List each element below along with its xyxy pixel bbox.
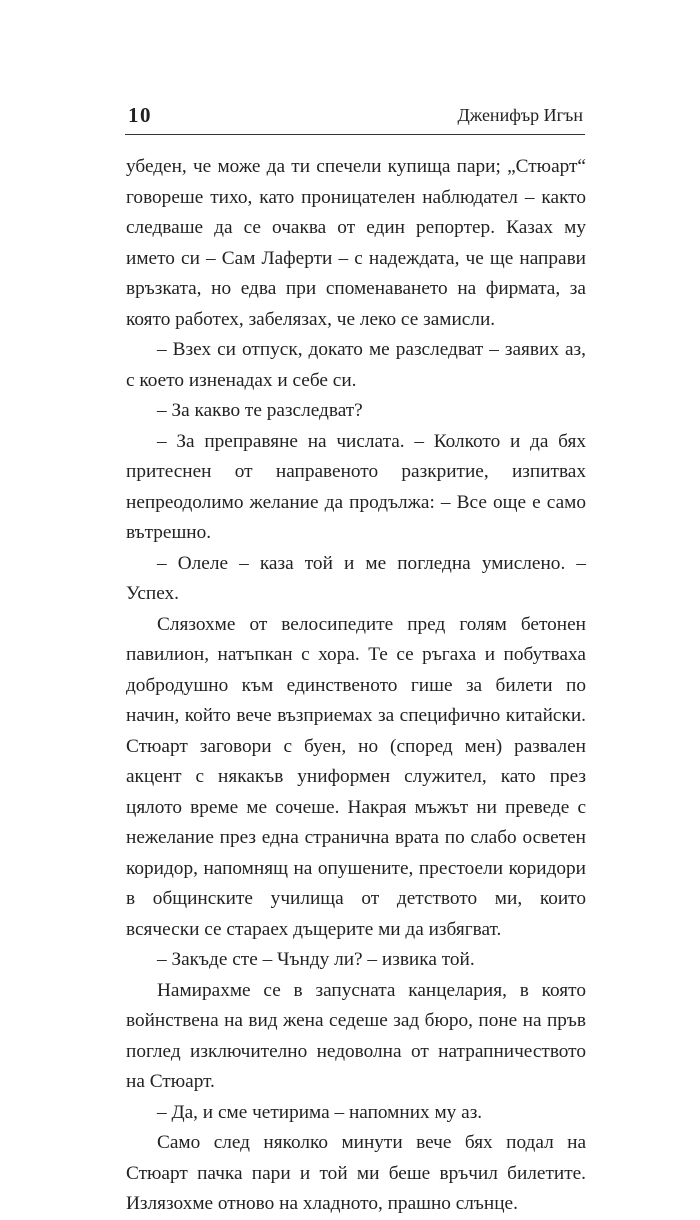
paragraph: – За какво те разследват? bbox=[157, 400, 363, 421]
paragraph: Слязохме от велосипедите пред голям бетонен павилион, натъпкан с хора. Те се ръгаха и побутваха добродушно към единственото гише за билети по начин, който вече възприемах за специфично китайски. Стюарт заговори с буен, но (според мен) развален акцент с някакъв униформен служител, като през цялото време ме сочеше. Накрая мъжът ни преведе с нежелание през една странична врата по слабо осветен коридор, напомнящ на опушените, престоели коридори в общинските училища от детството ми, които всячески се стараех дъщерите ми да избягват. bbox=[126, 613, 586, 940]
paragraph: – Да, и сме четирима – напомних му аз. bbox=[157, 1101, 483, 1123]
body-text bbox=[126, 152, 586, 1220]
page-header bbox=[125, 101, 585, 137]
paragraph: – Закъде сте – Чънду ли? – извика той. bbox=[157, 949, 475, 970]
page-number: 10 bbox=[128, 103, 152, 127]
paragraph: – За преправяне на числата. – Колкото и да бях притеснен от направеното разкритие, изпитвах непреодолимо желание да продължа: – Все още е само вътрешно. bbox=[126, 430, 586, 543]
paragraph-continued: убеден, че може да ти спечели купища пари; „Стюарт“ говореше тихо, като проницателен наблюдател – както следваше да се очаква от един репортер. Казах му името си – Сам Лаферти – с надеждата, че ще направи връзката, но едва при споменаването на фирмата, за която работех, забелязах, че леко се замисли. bbox=[126, 156, 586, 330]
header-rule bbox=[125, 134, 585, 135]
running-head-author: Дженифър Игън bbox=[457, 105, 583, 125]
paragraph: – Взех си отпуск, докато ме разследват – заявих аз, с което изненадах и себе си. bbox=[126, 339, 586, 391]
paragraph: – Олеле – каза той и ме погледна умислено. – Успех. bbox=[126, 552, 586, 604]
paragraph: Само след няколко минути вече бях подал на Стюарт пачка пари и той ми беше връчил билетите. Излязохме отново на хладното, прашно слънце. bbox=[126, 1132, 586, 1214]
paragraph: Намирахме се в запусната канцелария, в която войнствена на вид жена седеше зад бюро, поне на пръв поглед изключително недоволна от натрапничеството на Стюарт. bbox=[126, 979, 586, 1092]
